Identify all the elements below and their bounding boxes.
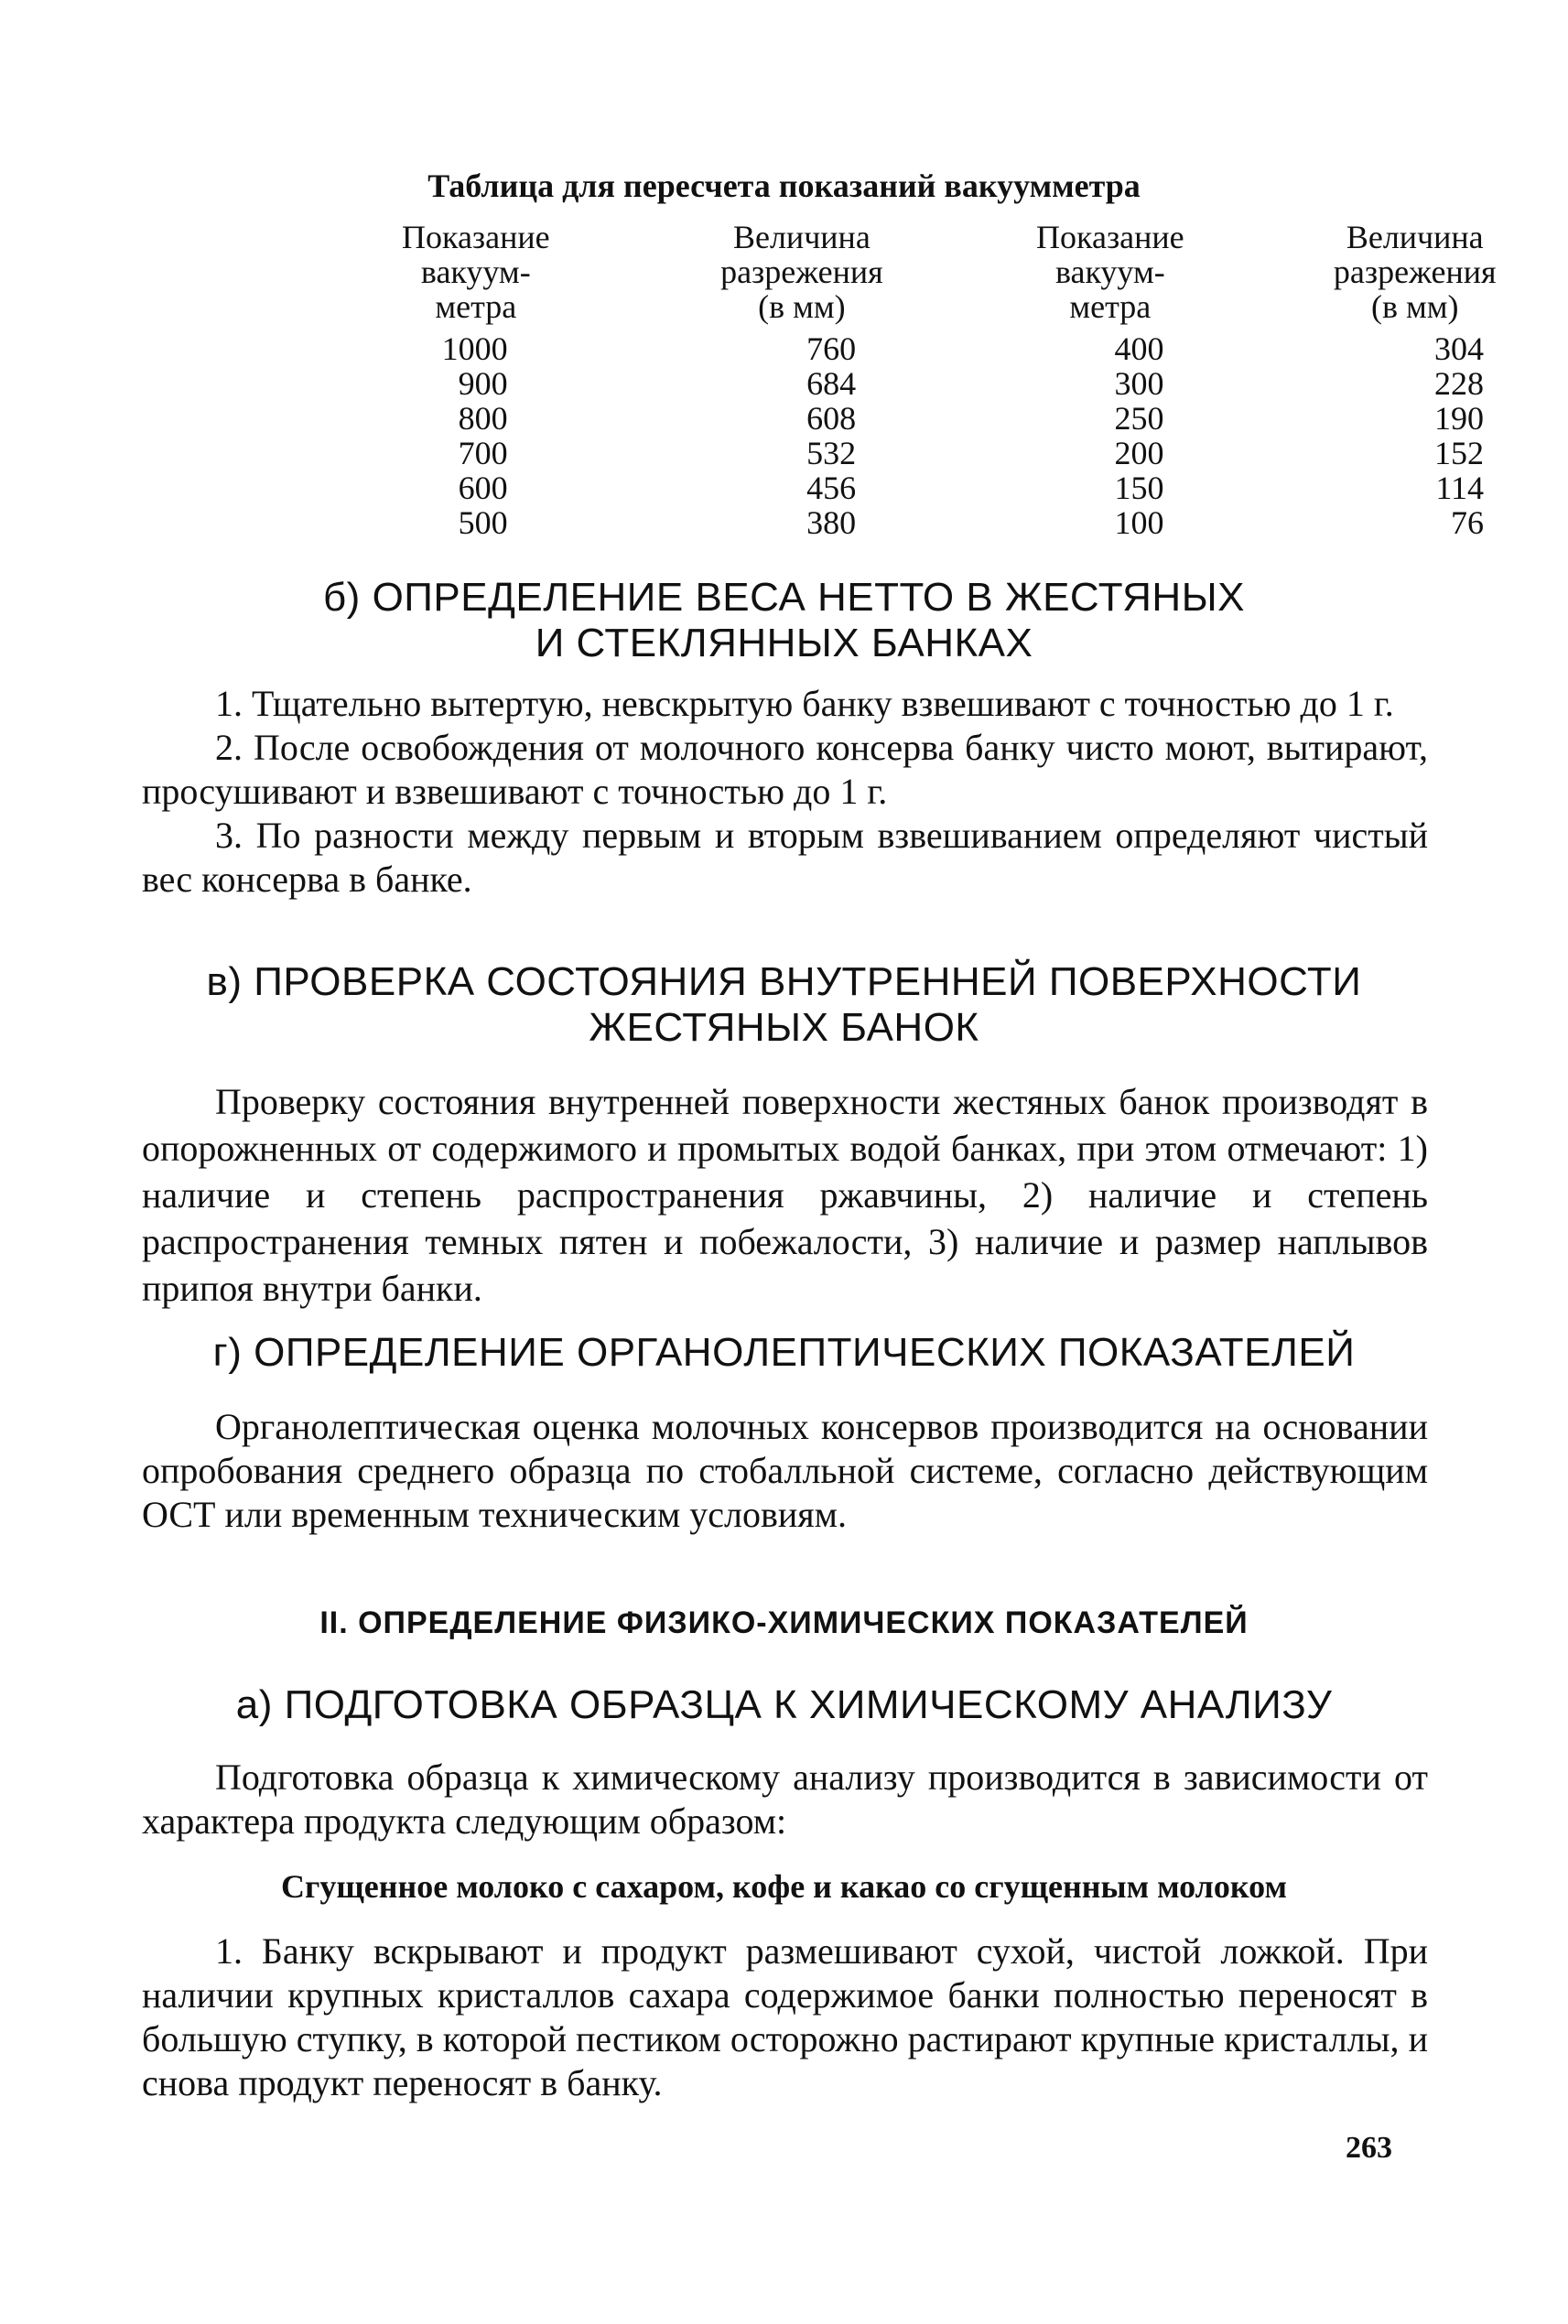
section-v-body bbox=[142, 1078, 1428, 1312]
table-cell: 1000 bbox=[441, 330, 508, 367]
section-b-heading bbox=[0, 575, 1568, 666]
section-a-heading: а) ПОДГОТОВКА ОБРАЗЦА К ХИМИЧЕСКОМУ АНАЛИЗУ bbox=[235, 1682, 1333, 1727]
table-cell: 400 bbox=[1114, 330, 1164, 367]
table-cell: 190 bbox=[1434, 400, 1484, 437]
table-cell: 200 bbox=[1114, 435, 1164, 471]
part-2-heading: II. ОПРЕДЕЛЕНИЕ ФИЗИКО-ХИМИЧЕСКИХ ПОКАЗАТЕЛЕЙ bbox=[319, 1605, 1249, 1640]
table-cell: 228 bbox=[1434, 365, 1484, 402]
header-reading-1: Показание вакуум- метра bbox=[402, 219, 550, 325]
table-cell: 304 bbox=[1434, 330, 1484, 367]
table-cell: 300 bbox=[1114, 365, 1164, 402]
section-b-heading-line1: б) ОПРЕДЕЛЕНИЕ ВЕСА НЕТТО В ЖЕСТЯНЫХ bbox=[322, 575, 1245, 620]
header-vacuum-2: Величина разрежения (в мм) bbox=[1333, 219, 1497, 325]
section-g-heading: г) ОПРЕДЕЛЕНИЕ ОРГАНОЛЕПТИЧЕСКИХ ПОКАЗАТЕЛЕЙ bbox=[212, 1330, 1356, 1375]
section-v-text: Проверку состояния внутренней поверхности жестяных банок производят в опорожненных от содержимого и промытых водой банках, при этом отмечают: 1) наличие и степень распространения ржавчины, 2) наличие и степень распространения темных пятен и побежалости, 3) наличие и размер наплывов припоя внутри банки. bbox=[142, 1081, 1428, 1309]
table-cell: 76 bbox=[1451, 504, 1484, 541]
section-b-body bbox=[142, 682, 1428, 902]
table-cell: 380 bbox=[806, 504, 857, 541]
section-a-text: Подготовка образца к химическому анализу производится в зависимости от характера продукта следующим образом: bbox=[142, 1757, 1428, 1842]
table-row bbox=[307, 505, 1568, 540]
table-cell: 600 bbox=[458, 470, 508, 506]
section-v-heading-line1: в) ПРОВЕРКА СОСТОЯНИЯ ВНУТРЕННЕЙ ПОВЕРХНОСТИ bbox=[206, 959, 1362, 1004]
table-cell: 100 bbox=[1114, 504, 1164, 541]
table-cell: 684 bbox=[806, 365, 857, 402]
conversion-table bbox=[307, 220, 1568, 540]
section-g-body bbox=[142, 1405, 1428, 1537]
table-cell: 760 bbox=[806, 330, 857, 367]
section-v-heading bbox=[0, 959, 1568, 1051]
table-header-row bbox=[307, 220, 1568, 331]
table-row bbox=[307, 401, 1568, 436]
table-cell: 250 bbox=[1114, 400, 1164, 437]
table-cell: 456 bbox=[806, 470, 857, 506]
section-b-heading-line2: И СТЕКЛЯННЫХ БАНКАХ bbox=[535, 621, 1033, 665]
table-cell: 608 bbox=[806, 400, 857, 437]
section-b-item-3: 3. По разности между первым и вторым взвешиванием определяют чистый вес консерва в банке. bbox=[142, 815, 1428, 900]
section-b-item-2: 2. После освобождения от молочного консерва банку чисто моют, вытирают, просушивают и взвешивают с точностью до 1 г. bbox=[142, 727, 1428, 812]
section-g-text: Органолептическая оценка молочных консервов производится на основании опробования среднего образца по стобалльной системе, согласно действующим ОСТ или временным техническим условиям. bbox=[142, 1406, 1428, 1535]
table-cell: 150 bbox=[1114, 470, 1164, 506]
table-cell: 114 bbox=[1435, 470, 1484, 506]
table-row bbox=[307, 331, 1568, 366]
header-reading-2: Показание вакуум- метра bbox=[1036, 219, 1184, 325]
subsection-heading: Сгущенное молоко с сахаром, кофе и какао со сгущенным молоком bbox=[281, 1868, 1287, 1905]
table-cell: 800 bbox=[458, 400, 508, 437]
table-cell: 900 bbox=[458, 365, 508, 402]
table-cell: 700 bbox=[458, 435, 508, 471]
section-v-heading-line2: ЖЕСТЯНЫХ БАНОК bbox=[589, 1005, 979, 1050]
table-row bbox=[307, 366, 1568, 401]
table-cell: 152 bbox=[1434, 435, 1484, 471]
subsection-body bbox=[142, 1929, 1428, 2105]
table-row bbox=[307, 470, 1568, 505]
section-b-item-1: 1. Тщательно вытертую, невскрытую банку взвешивают с точностью до 1 г. bbox=[215, 683, 1394, 724]
table-row bbox=[307, 436, 1568, 470]
subsection-text: 1. Банку вскрывают и продукт размешивают сухой, чистой ложкой. При наличии крупных кристаллов сахара содержимое банки полностью переносят в большую ступку, в которой пестиком осторожно растирают крупные кристаллы, и снова продукт переносят в банку. bbox=[142, 1930, 1428, 2103]
section-a-body bbox=[142, 1756, 1428, 1843]
table-cell: 500 bbox=[458, 504, 508, 541]
header-vacuum-1: Величина разрежения (в мм) bbox=[720, 219, 883, 325]
table-cell: 532 bbox=[806, 435, 857, 471]
table-title: Таблица для пересчета показаний вакуумметра bbox=[427, 168, 1141, 204]
page-number: 263 bbox=[1346, 2131, 1392, 2165]
